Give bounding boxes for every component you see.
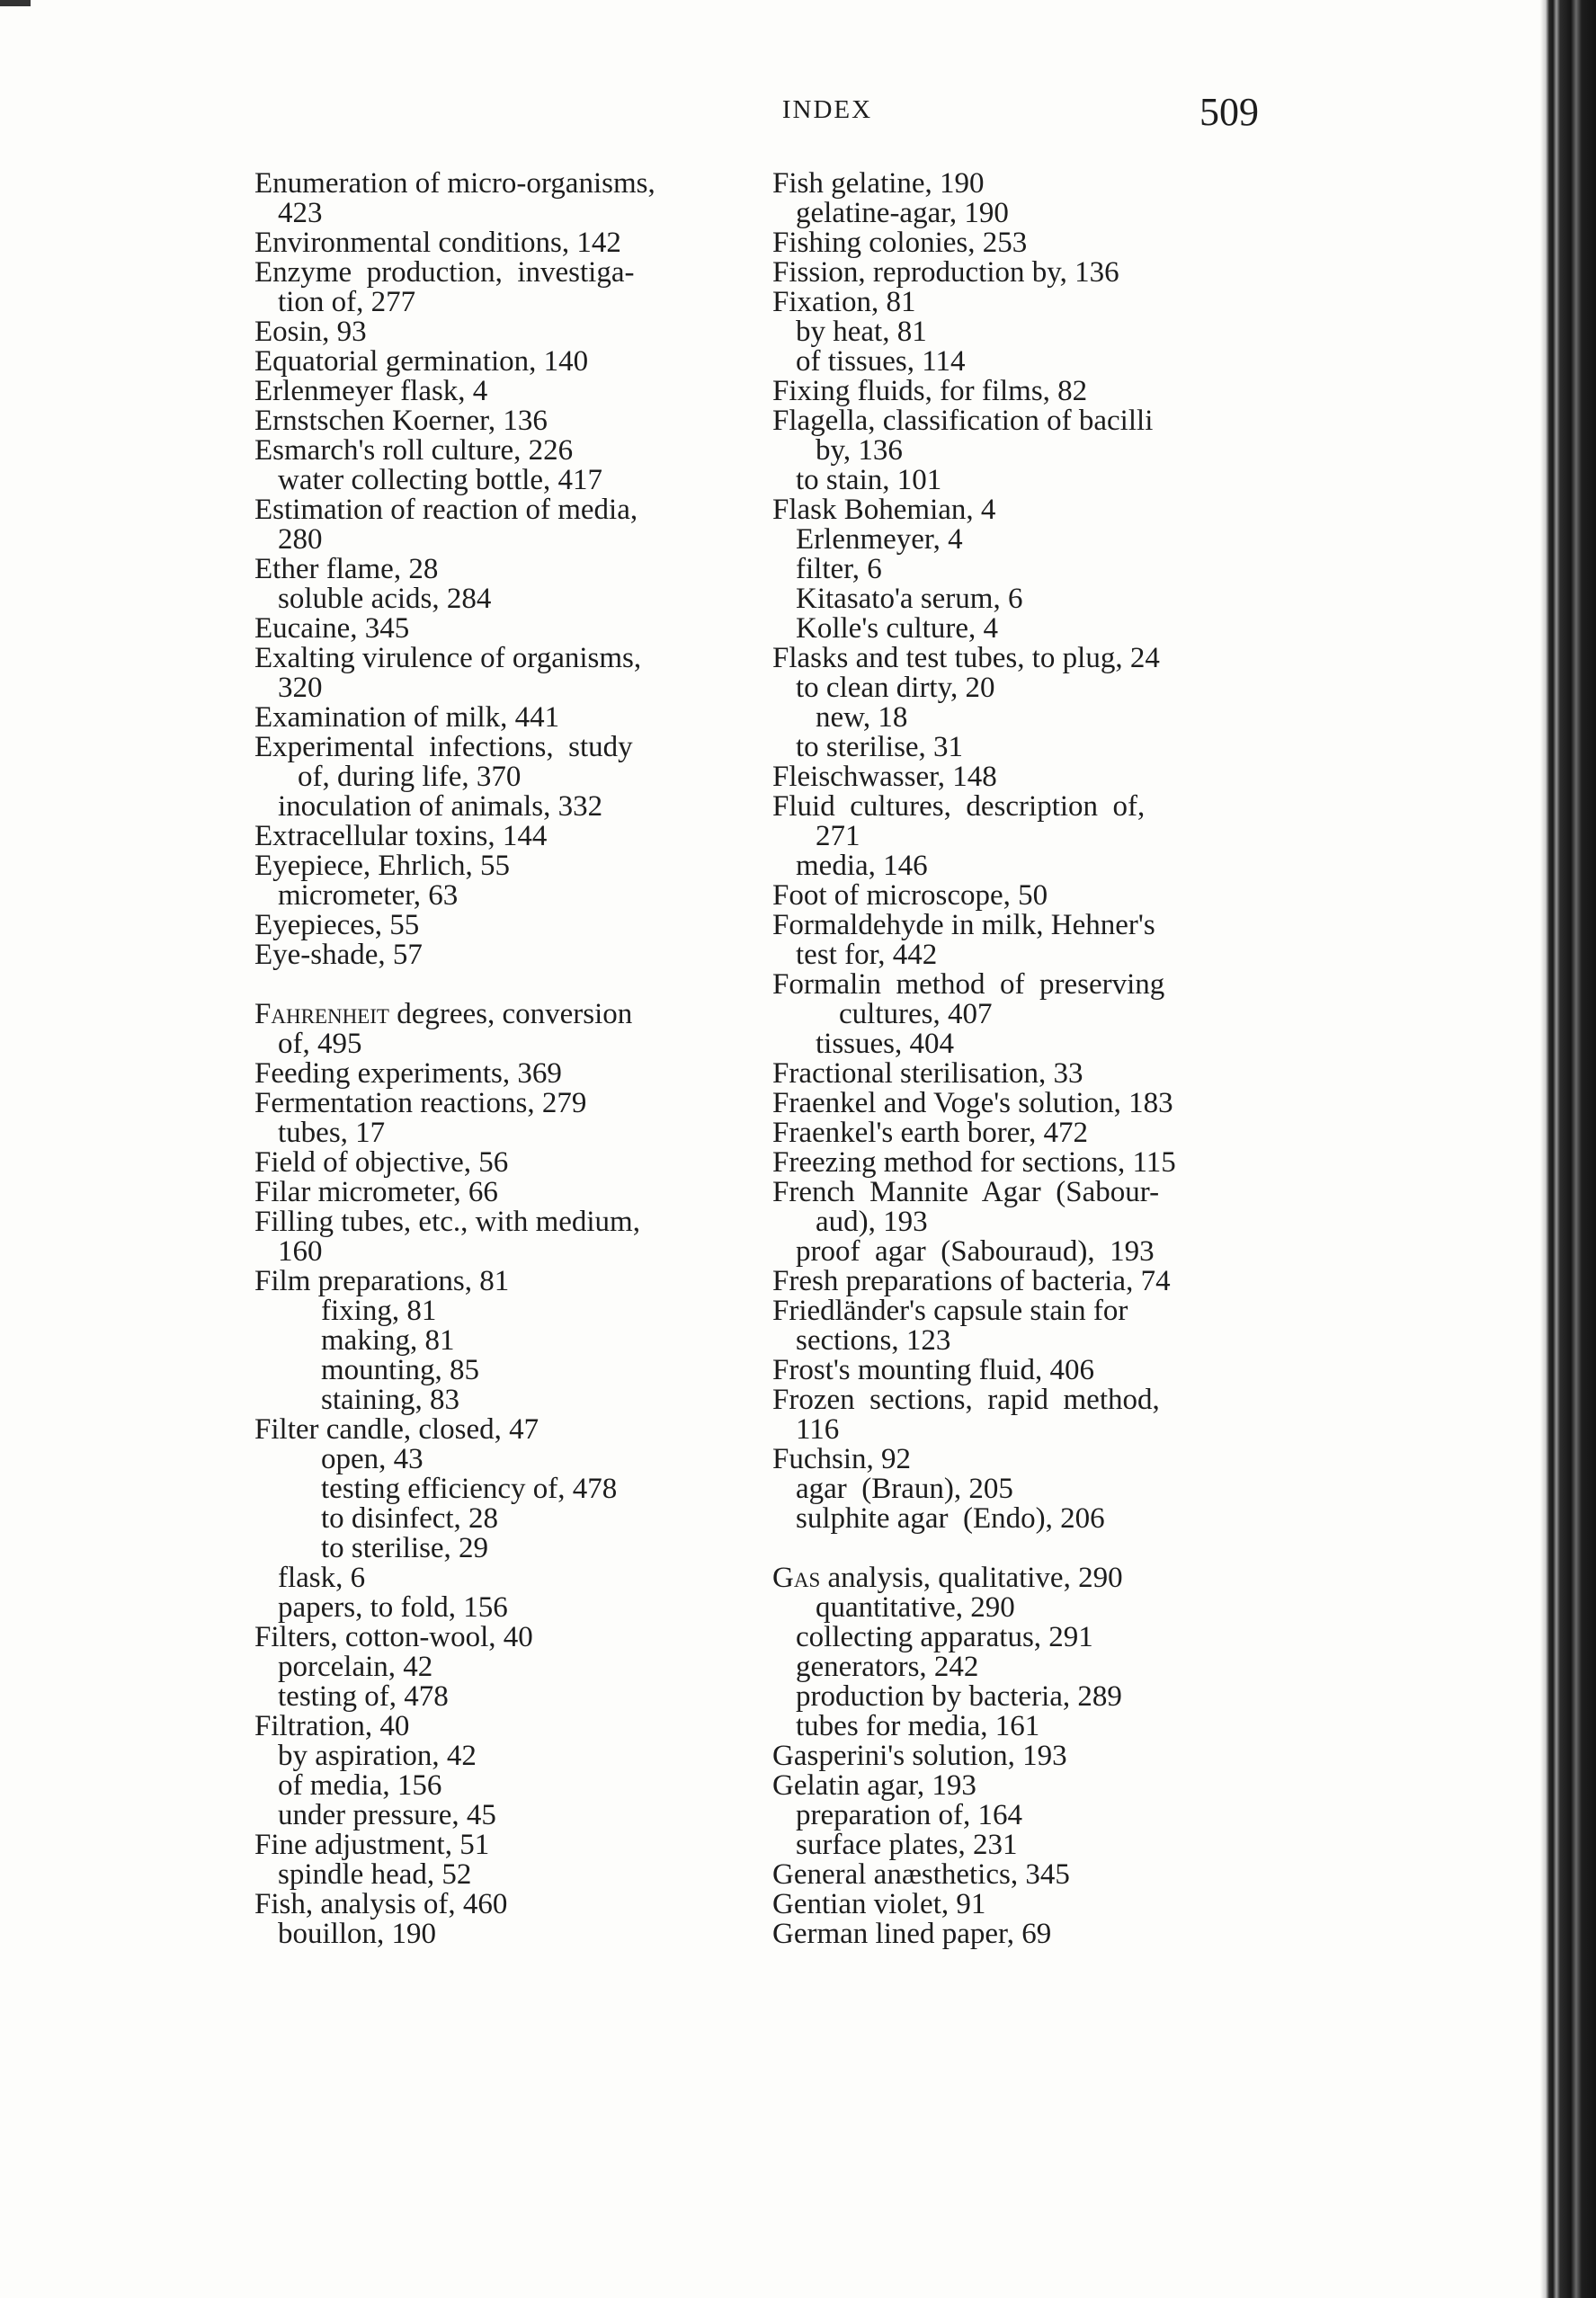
index-entry: Fahrenheit degrees, conversion	[254, 998, 633, 1030]
index-entry: Flasks and test tubes, to plug, 24	[772, 642, 1160, 674]
index-entry: Gelatin agar, 193	[772, 1769, 976, 1802]
index-subentry: micrometer, 63	[278, 879, 459, 912]
index-subentry: Kitasato'a serum, 6	[796, 583, 1023, 615]
index-subentry: of, during life, 370	[298, 761, 522, 793]
index-subentry: Kolle's culture, 4	[796, 612, 998, 645]
index-subentry: of media, 156	[278, 1769, 442, 1802]
index-subentry: to clean dirty, 20	[796, 672, 995, 704]
index-subentry: media, 146	[796, 850, 928, 882]
index-subentry: inoculation of animals, 332	[278, 790, 603, 823]
index-subentry: proof agar (Sabouraud), 193	[796, 1235, 1155, 1268]
index-entry: Eucaine, 345	[254, 612, 410, 645]
index-entry: Gasperini's solution, 193	[772, 1740, 1067, 1772]
index-subentry: aud), 193	[816, 1206, 928, 1238]
index-subentry: of, 495	[278, 1028, 362, 1060]
index-entry: Fresh preparations of bacteria, 74	[772, 1265, 1171, 1297]
index-entry: Ernstschen Koerner, 136	[254, 405, 548, 437]
index-subentry: by heat, 81	[796, 316, 927, 348]
index-subentry: quantitative, 290	[816, 1591, 1015, 1624]
index-subentry: to stain, 101	[796, 464, 942, 496]
index-entry: Estimation of reaction of media,	[254, 494, 638, 526]
index-subentry: preparation of, 164	[796, 1799, 1022, 1831]
index-entry: Gentian violet, 91	[772, 1888, 986, 1920]
index-subentry: cultures, 407	[839, 998, 993, 1030]
index-subentry: to sterilise, 29	[321, 1532, 489, 1564]
index-subentry: of tissues, 114	[796, 345, 966, 378]
index-entry: Frost's mounting fluid, 406	[772, 1354, 1094, 1386]
index-entry: Exalting virulence of organisms,	[254, 642, 642, 674]
index-entry: Examination of milk, 441	[254, 701, 560, 734]
index-subentry: making, 81	[321, 1324, 455, 1357]
index-entry: Enumeration of micro-organisms,	[254, 167, 655, 200]
index-subentry: testing of, 478	[278, 1680, 449, 1713]
index-subentry: under pressure, 45	[278, 1799, 496, 1831]
index-subentry: by, 136	[816, 434, 903, 467]
index-subentry: sulphite agar (Endo), 206	[796, 1502, 1105, 1535]
index-subentry: gelatine-agar, 190	[796, 197, 1009, 229]
index-subentry: fixing, 81	[321, 1295, 437, 1327]
index-subentry: tion of, 277	[278, 286, 416, 318]
index-entry: Eyepieces, 55	[254, 909, 420, 941]
index-subentry: staining, 83	[321, 1384, 459, 1416]
index-column-right	[772, 169, 1276, 1949]
index-entry: Gas analysis, qualitative, 290	[772, 1562, 1123, 1594]
index-entry: Eosin, 93	[254, 316, 367, 348]
index-entry: Fish, analysis of, 460	[254, 1888, 508, 1920]
index-entry: Fixing fluids, for films, 82	[772, 375, 1088, 407]
index-entry: French Mannite Agar (Sabour-	[772, 1176, 1160, 1208]
index-entry: Fraenkel and Voge's solution, 183	[772, 1087, 1173, 1119]
index-subentry: spindle head, 52	[278, 1858, 472, 1891]
index-entry: Fraenkel's earth borer, 472	[772, 1117, 1088, 1149]
index-entry: Fixation, 81	[772, 286, 916, 318]
index-entry: Flask Bohemian, 4	[772, 494, 996, 526]
index-entry: Filar micrometer, 66	[254, 1176, 498, 1208]
index-subentry: water collecting bottle, 417	[278, 464, 603, 496]
index-subentry: bouillon, 190	[278, 1918, 437, 1950]
index-subentry: testing efficiency of, 478	[321, 1473, 618, 1505]
index-entry: Extracellular toxins, 144	[254, 820, 548, 852]
index-entry: General anæsthetics, 345	[772, 1858, 1070, 1891]
index-entry: Ether flame, 28	[254, 553, 439, 585]
index-entry: German lined paper, 69	[772, 1918, 1052, 1950]
index-entry: Environmental conditions, 142	[254, 227, 621, 259]
running-header-title: INDEX	[781, 95, 873, 124]
index-subentry: collecting apparatus, 291	[796, 1621, 1093, 1653]
index-subentry: papers, to fold, 156	[278, 1591, 508, 1624]
index-entry: Fermentation reactions, 279	[254, 1087, 587, 1119]
index-subentry: open, 43	[321, 1443, 424, 1475]
index-subentry: soluble acids, 284	[278, 583, 492, 615]
index-subentry: 423	[278, 197, 323, 229]
index-entry: Fuchsin, 92	[772, 1443, 912, 1475]
index-entry: Friedländer's capsule stain for	[772, 1295, 1128, 1327]
index-subentry: 160	[278, 1235, 323, 1268]
index-entry: Fleischwasser, 148	[772, 761, 997, 793]
index-letter-gap	[254, 970, 758, 1000]
index-entry: Flagella, classification of bacilli	[772, 405, 1154, 437]
index-entry: Freezing method for sections, 115	[772, 1146, 1176, 1179]
index-subentry: to sterilise, 31	[796, 731, 964, 763]
small-caps-heading: Fahrenheit	[254, 998, 389, 1030]
index-subentry: generators, 242	[796, 1651, 979, 1683]
index-subentry: tubes for media, 161	[796, 1710, 1040, 1742]
index-entry: Filters, cotton-wool, 40	[254, 1621, 533, 1653]
index-subentry: porcelain, 42	[278, 1651, 433, 1683]
scan-corner-mark	[0, 0, 31, 6]
index-entry: Enzyme production, investiga-	[254, 256, 635, 289]
index-entry: Eye-shade, 57	[254, 939, 423, 971]
index-subentry: agar (Braun), 205	[796, 1473, 1013, 1505]
index-entry: Fishing colonies, 253	[772, 227, 1028, 259]
index-column-left	[254, 169, 758, 1949]
index-subentry: production by bacteria, 289	[796, 1680, 1122, 1713]
small-caps-heading: Gas	[772, 1562, 821, 1594]
index-subentry: to disinfect, 28	[321, 1502, 499, 1535]
index-entry: Film preparations, 81	[254, 1265, 510, 1297]
index-subentry: 320	[278, 672, 323, 704]
index-entry: Fractional sterilisation, 33	[772, 1057, 1083, 1090]
index-entry: Foot of microscope, 50	[772, 879, 1048, 912]
index-entry: Field of objective, 56	[254, 1146, 509, 1179]
index-entry: Fish gelatine, 190	[772, 167, 985, 200]
index-subentry: 271	[816, 820, 860, 852]
index-subentry: tissues, 404	[816, 1028, 955, 1060]
index-subentry: 280	[278, 523, 323, 556]
index-entry: Eyepiece, Ehrlich, 55	[254, 850, 511, 882]
page-number: 509	[1199, 90, 1259, 134]
index-subentry: Erlenmeyer, 4	[796, 523, 963, 556]
index-subentry: 116	[796, 1413, 840, 1446]
index-subentry: filter, 6	[796, 553, 882, 585]
index-entry: Fluid cultures, description of,	[772, 790, 1146, 823]
index-subentry: mounting, 85	[321, 1354, 480, 1386]
index-entry: Filter candle, closed, 47	[254, 1413, 539, 1446]
index-entry: Formaldehyde in milk, Hehner's	[772, 909, 1155, 941]
page-binding-edge	[1540, 0, 1596, 2298]
index-subentry: surface plates, 231	[796, 1829, 1018, 1861]
index-entry: Fine adjustment, 51	[254, 1829, 490, 1861]
index-subentry: by aspiration, 42	[278, 1740, 477, 1772]
index-subentry: new, 18	[816, 701, 908, 734]
index-subentry: tubes, 17	[278, 1117, 386, 1149]
index-entry: Formalin method of preserving	[772, 968, 1165, 1001]
index-subentry: test for, 442	[796, 939, 938, 971]
index-entry: Feeding experiments, 369	[254, 1057, 562, 1090]
index-entry: Equatorial germination, 140	[254, 345, 589, 378]
index-entry: Experimental infections, study	[254, 731, 633, 763]
index-subentry: flask, 6	[278, 1562, 366, 1594]
index-entry: Filtration, 40	[254, 1710, 410, 1742]
index-subentry: sections, 123	[796, 1324, 951, 1357]
index-letter-gap	[772, 1534, 1276, 1563]
index-entry: Frozen sections, rapid method,	[772, 1384, 1160, 1416]
index-entry: Filling tubes, etc., with medium,	[254, 1206, 640, 1238]
index-entry: Esmarch's roll culture, 226	[254, 434, 574, 467]
index-entry: Erlenmeyer flask, 4	[254, 375, 488, 407]
index-entry: Fission, reproduction by, 136	[772, 256, 1119, 289]
